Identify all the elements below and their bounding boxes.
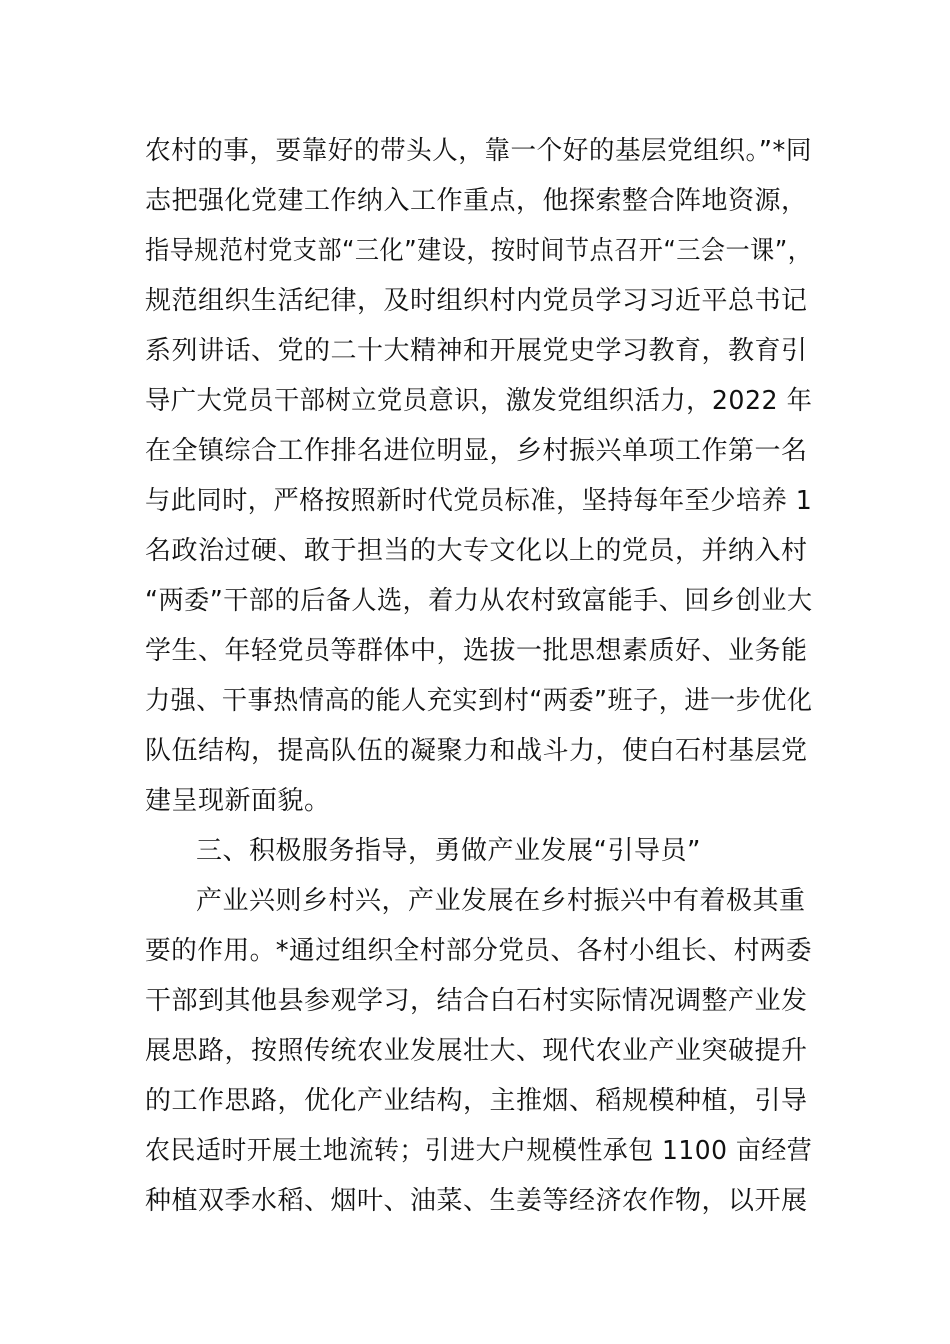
text-line: 学生、年轻党员等群体中，选拔一批思想素质好、业务能: [145, 636, 808, 666]
text-line: 规范组织生活纪律，及时组织村内党员学习习近平总书记: [145, 286, 808, 316]
text-line: 种植双季水稻、烟叶、油菜、生姜等经济农作物，以开展: [145, 1186, 808, 1216]
text-line: 队伍结构，提高队伍的凝聚力和战斗力，使白石村基层党: [145, 736, 808, 766]
text-line: 系列讲话、党的二十大精神和开展党史学习教育，教育引: [145, 336, 808, 366]
text-line: 干部到其他县参观学习，结合白石村实际情况调整产业发: [145, 986, 808, 1016]
text-line: 在全镇综合工作排名进位明显，乡村振兴单项工作第一名: [145, 436, 808, 466]
text-line: 农民适时开展土地流转；引进大户规模性承包 1100 亩经营: [145, 1136, 813, 1166]
text-line: 展思路，按照传统农业发展壮大、现代农业产业突破提升: [145, 1036, 808, 1066]
text-line: 导广大党员干部树立党员意识，激发党组织活力，2022 年: [145, 386, 813, 416]
section-heading: 三、积极服务指导，勇做产业发展“引导员”: [196, 836, 701, 866]
text-line: 指导规范村党支部“三化”建设，按时间节点召开“三会一课”，: [145, 236, 813, 266]
text-line: 与此同时，严格按照新时代党员标准，坚持每年至少培养 1: [145, 486, 813, 516]
text-line: 志把强化党建工作纳入工作重点，他探索整合阵地资源，: [145, 186, 808, 216]
text-line: 力强、干事热情高的能人充实到村“两委”班子，进一步优化: [145, 686, 813, 716]
paragraph-first-line: 产业兴则乡村兴，产业发展在乡村振兴中有着极其重: [196, 886, 806, 916]
text-line: “两委”干部的后备人选，着力从农村致富能手、回乡创业大: [145, 586, 813, 616]
text-line: 要的作用。*通过组织全村部分党员、各村小组长、村两委: [145, 936, 813, 966]
text-line: 建呈现新面貌。: [145, 786, 331, 816]
text-line: 的工作思路，优化产业结构，主推烟、稻规模种植，引导: [145, 1086, 808, 1116]
text-line: 农村的事，要靠好的带头人，靠一个好的基层党组织。”*同: [145, 136, 812, 166]
text-line: 名政治过硬、敢于担当的大专文化以上的党员，并纳入村: [145, 536, 808, 566]
